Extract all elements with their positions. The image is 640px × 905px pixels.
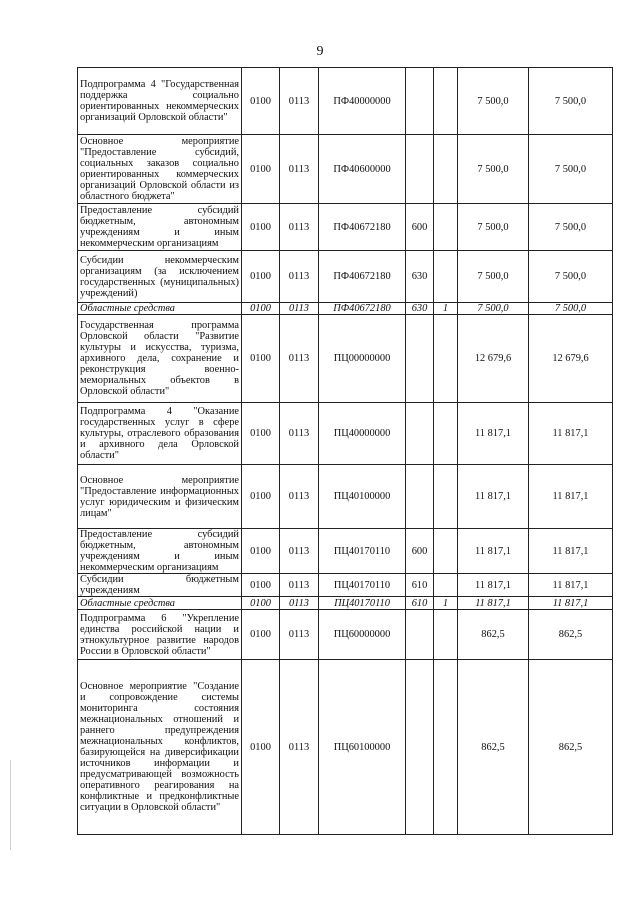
cell-csr: ПФ40672180 [319,251,406,303]
cell-sum2: 7 500,0 [529,303,613,315]
margin-mark [10,760,11,850]
table-row [78,315,613,403]
cell-vr: 600 [406,529,434,574]
cell-name: Основное мероприятие "Создание и сопровождение системы мониторинга состояния межнациональных отношений и раннего предупреждения межнациональных конфликтов, базирующейся на диверсификации источников информации и предусматривающей возможность оперативного реагирования на конфликтные и предконфликтные ситуации в Орловской области" [78,660,242,835]
cell-name: Подпрограмма 6 "Укрепление единства российской нации и этнокультурное развитие народов России в Орловской области" [78,610,242,660]
cell-src [434,465,458,529]
cell-vr [406,660,434,835]
cell-sum1: 862,5 [458,610,529,660]
cell-vr: 610 [406,574,434,597]
cell-rz: 0100 [242,68,280,135]
cell-vr: 600 [406,204,434,251]
cell-vr: 630 [406,251,434,303]
cell-sum1: 7 500,0 [458,303,529,315]
cell-name: Основное мероприятие "Предоставление информационных услуг юридическим и физическим лицам" [78,465,242,529]
cell-rz: 0100 [242,315,280,403]
cell-name: Областные средства [78,303,242,315]
cell-src [434,315,458,403]
cell-sum1: 7 500,0 [458,135,529,204]
cell-rz: 0100 [242,204,280,251]
cell-sum2: 11 817,1 [529,529,613,574]
cell-sum2: 7 500,0 [529,204,613,251]
cell-csr: ПЦ40100000 [319,465,406,529]
cell-name: Субсидии бюджетным учреждениям [78,574,242,597]
cell-src: 1 [434,303,458,315]
cell-sum1: 7 500,0 [458,68,529,135]
table-row [78,574,613,597]
table-row [78,135,613,204]
cell-sum2: 11 817,1 [529,574,613,597]
cell-sum1: 11 817,1 [458,597,529,610]
cell-pr: 0113 [280,251,319,303]
table-row [78,403,613,465]
cell-pr: 0113 [280,574,319,597]
cell-vr [406,610,434,660]
cell-src [434,529,458,574]
cell-sum2: 7 500,0 [529,251,613,303]
cell-csr: ПФ40672180 [319,303,406,315]
cell-pr: 0113 [280,303,319,315]
cell-sum2: 7 500,0 [529,68,613,135]
cell-vr: 610 [406,597,434,610]
cell-src [434,574,458,597]
cell-rz: 0100 [242,251,280,303]
cell-rz: 0100 [242,465,280,529]
cell-csr: ПФ40600000 [319,135,406,204]
cell-rz: 0100 [242,529,280,574]
cell-vr [406,465,434,529]
cell-sum2: 12 679,6 [529,315,613,403]
cell-sum1: 11 817,1 [458,574,529,597]
cell-pr: 0113 [280,68,319,135]
cell-csr: ПФ40672180 [319,204,406,251]
cell-pr: 0113 [280,660,319,835]
table-row [78,68,613,135]
budget-table [77,67,613,835]
cell-name: Субсидии некоммерческим организациям (за исключением государственных (муниципальных) учреждений) [78,251,242,303]
table-row [78,251,613,303]
cell-pr: 0113 [280,610,319,660]
cell-sum2: 11 817,1 [529,465,613,529]
cell-name: Подпрограмма 4 "Государственная поддержка социально ориентированных некоммерческих организаций Орловской области" [78,68,242,135]
cell-csr: ПЦ40170110 [319,529,406,574]
budget-table-body [78,68,613,835]
cell-csr: ПЦ60100000 [319,660,406,835]
cell-pr: 0113 [280,465,319,529]
cell-src [434,610,458,660]
cell-sum1: 7 500,0 [458,204,529,251]
cell-csr: ПЦ40170110 [319,574,406,597]
cell-sum2: 862,5 [529,660,613,835]
cell-sum2: 11 817,1 [529,597,613,610]
table-row [78,465,613,529]
cell-csr: ПФ40000000 [319,68,406,135]
cell-vr: 630 [406,303,434,315]
cell-name: Областные средства [78,597,242,610]
cell-src [434,204,458,251]
cell-name: Предоставление субсидий бюджетным, автономным учреждениям и иным некоммерческим организациям [78,529,242,574]
cell-name: Подпрограмма 4 "Оказание государственных услуг в сфере культуры, отраслевого образования и архивного дела Орловской области" [78,403,242,465]
cell-vr [406,68,434,135]
table-row [78,610,613,660]
cell-src [434,660,458,835]
oblast-funds-row [78,597,613,610]
cell-pr: 0113 [280,529,319,574]
cell-pr: 0113 [280,315,319,403]
oblast-funds-row [78,303,613,315]
cell-name: Государственная программа Орловской области "Развитие культуры и искусства, туризма, архивного дела, сохранение и реконструкция военно-мемориальных объектов в Орловской области" [78,315,242,403]
cell-pr: 0113 [280,135,319,204]
cell-name: Основное мероприятие "Предоставление субсидий, социальных заказов социально ориентированных коммерческих организаций Орловской области из областного бюджета" [78,135,242,204]
table-row [78,660,613,835]
cell-csr: ПЦ40170110 [319,597,406,610]
cell-src [434,135,458,204]
cell-sum2: 862,5 [529,610,613,660]
cell-rz: 0100 [242,574,280,597]
cell-src [434,403,458,465]
cell-csr: ПЦ40000000 [319,403,406,465]
cell-sum1: 12 679,6 [458,315,529,403]
cell-pr: 0113 [280,597,319,610]
cell-csr: ПЦ00000000 [319,315,406,403]
cell-rz: 0100 [242,660,280,835]
cell-sum2: 7 500,0 [529,135,613,204]
cell-sum2: 11 817,1 [529,403,613,465]
cell-pr: 0113 [280,403,319,465]
cell-vr [406,315,434,403]
cell-vr [406,135,434,204]
cell-src: 1 [434,597,458,610]
cell-rz: 0100 [242,303,280,315]
cell-rz: 0100 [242,597,280,610]
cell-sum1: 11 817,1 [458,465,529,529]
cell-src [434,251,458,303]
cell-sum1: 11 817,1 [458,403,529,465]
cell-sum1: 862,5 [458,660,529,835]
cell-rz: 0100 [242,403,280,465]
cell-sum1: 7 500,0 [458,251,529,303]
cell-csr: ПЦ60000000 [319,610,406,660]
cell-pr: 0113 [280,204,319,251]
cell-rz: 0100 [242,610,280,660]
cell-vr [406,403,434,465]
cell-sum1: 11 817,1 [458,529,529,574]
cell-name: Предоставление субсидий бюджетным, автономным учреждениям и иным некоммерческим организациям [78,204,242,251]
cell-src [434,68,458,135]
table-row [78,529,613,574]
cell-rz: 0100 [242,135,280,204]
page-number: 9 [316,44,324,59]
table-row [78,204,613,251]
